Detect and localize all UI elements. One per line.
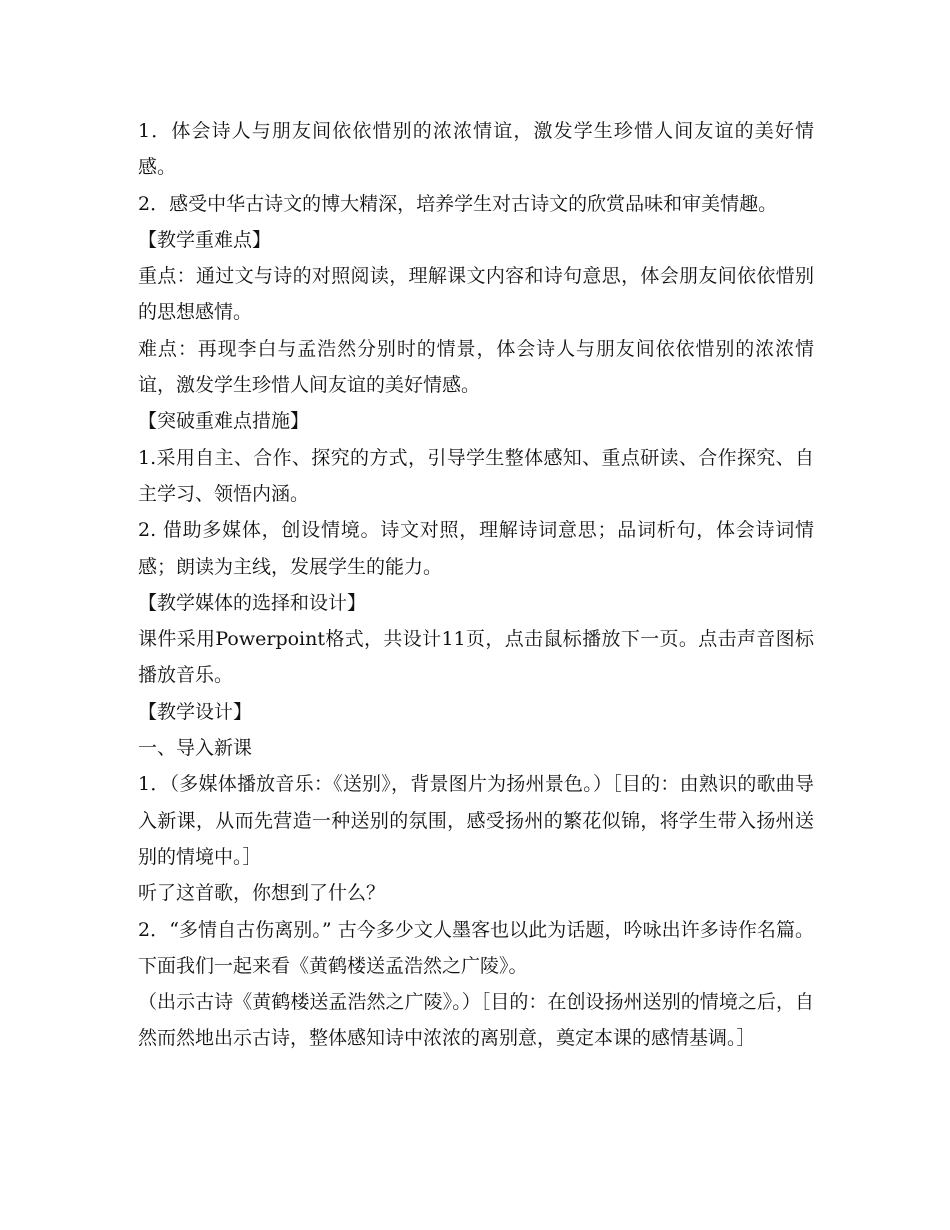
section-heading-key-points: 【教学重难点】: [138, 228, 272, 251]
goal-paragraph-2: 2．感受中华古诗文的博大精深，培养学生对古诗文的欣赏品味和审美情趣。: [138, 192, 778, 215]
key-point-paragraph: 重点：通过文与诗的对照阅读，理解课文内容和诗句意思，体会朋友间依依惜别的思想感情。: [138, 265, 814, 324]
intro-paragraph-2: 2．“多情自古伤离别。” 古今多少文人墨客也以此为话题，吟咏出许多诗作名篇。下面我们一起来看《黄鹤楼送孟浩然之广陵》。: [138, 918, 814, 977]
intro-question: 听了这首歌，你想到了什么？: [138, 882, 386, 905]
intro-paragraph-3: （出示古诗《黄鹤楼送孟浩然之广陵》。）［目的：在创设扬州送别的情境之后，自然而然地出示古诗，整体感知诗中浓浓的离别意，奠定本课的感情基调。］: [138, 991, 814, 1050]
section-heading-media: 【教学媒体的选择和设计】: [138, 591, 367, 614]
intro-paragraph-1: 1．（多媒体播放音乐：《送别》，背景图片为扬州景色。）［目的：由熟识的歌曲导入新课，从而先营造一种送别的氛围，感受扬州的繁花似锦，将学生带入扬州送别的情境中。］: [138, 773, 814, 868]
subsection-heading-intro: 一、导入新课: [138, 737, 253, 760]
measure-paragraph-2: 2. 借助多媒体，创设情境。诗文对照，理解诗词意思；品词析句，体会诗词情感；朗读为主线，发展学生的能力。: [138, 519, 814, 578]
media-paragraph: 课件采用Powerpoint格式，共设计11页，点击鼠标播放下一页。点击声音图标播放音乐。: [138, 628, 814, 687]
goal-paragraph-1: 1．体会诗人与朋友间依依惜别的浓浓情谊，激发学生珍惜人间友谊的美好情感。: [138, 120, 814, 179]
document-page: [138, 113, 814, 1057]
measure-paragraph-1: 1.采用自主、合作、探究的方式，引导学生整体感知、重点研读、合作探究、自主学习、领悟内涵。: [138, 446, 814, 505]
section-heading-measures: 【突破重难点措施】: [138, 410, 310, 433]
difficulty-paragraph: 难点：再现李白与孟浩然分别时的情景，体会诗人与朋友间依依惜别的浓浓情谊，激发学生珍惜人间友谊的美好情感。: [138, 337, 814, 397]
section-heading-design: 【教学设计】: [138, 700, 253, 723]
